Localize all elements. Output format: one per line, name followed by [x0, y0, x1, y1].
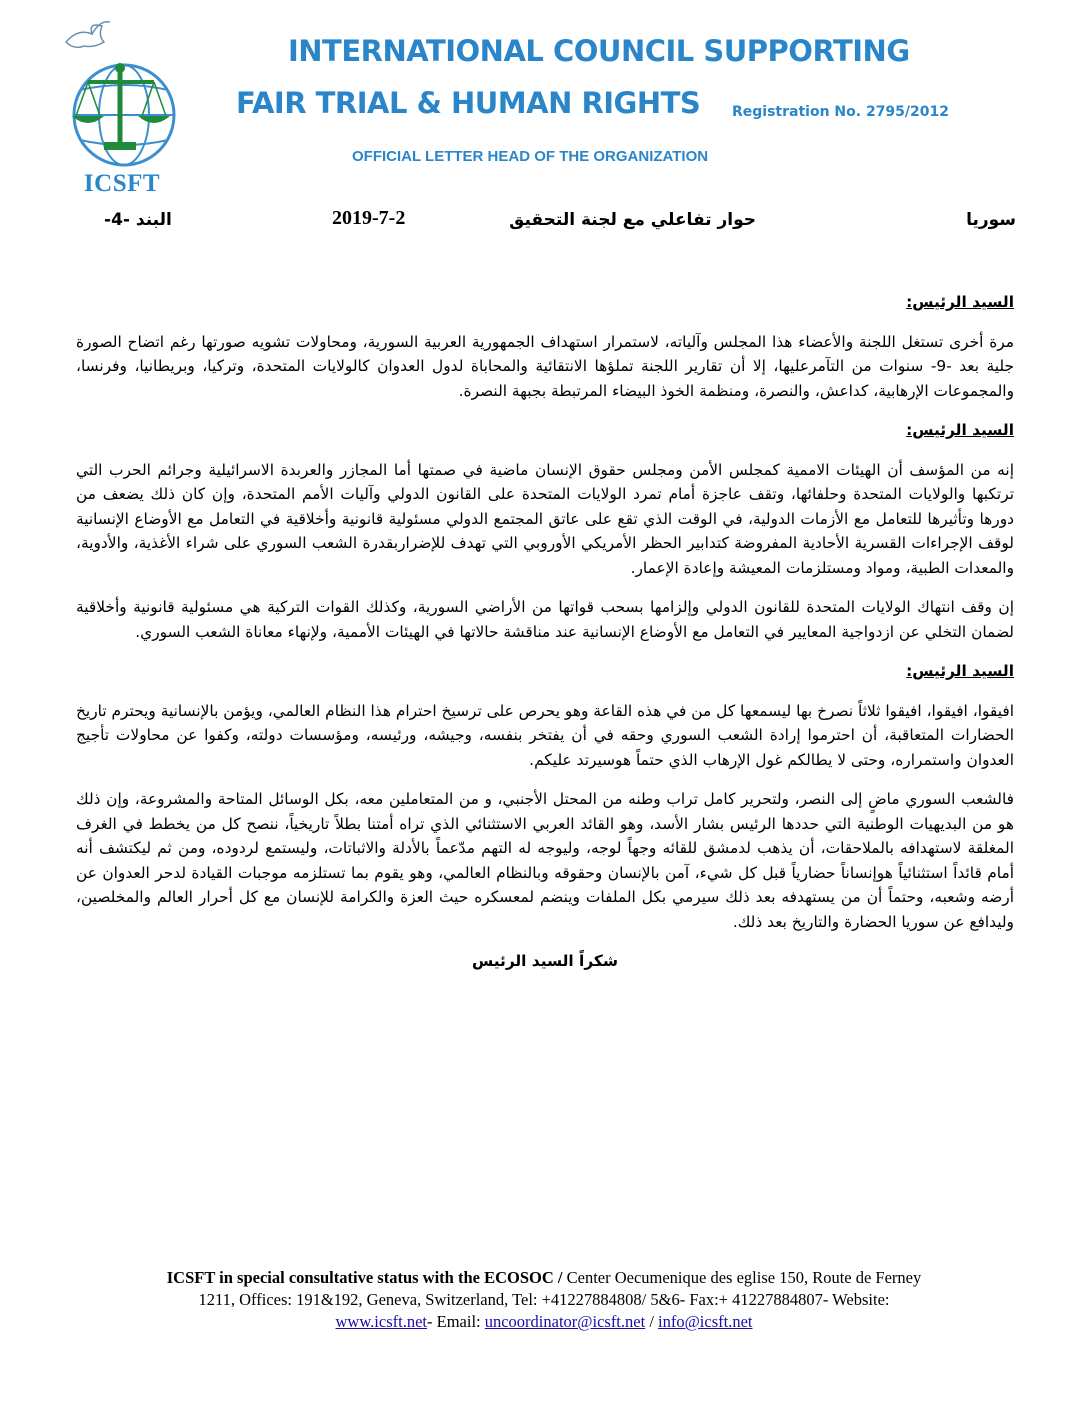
paragraph: مرة أخرى تستغل اللجنة والأعضاء هذا المجلس وآلياته، لاستمرار استهداف الجمهورية العربية السورية، ومحاولات تشويه صورتها رغم اتضاح الصورة جلية بعد -9- سنوات من التآمرعليها، إلا أن تقارير اللجنة تملؤها الانتقائية والمحاباة لدول العدوان كالولايات المتحدة، وتركيا، وبريطانيا، وفرنسا، والمجموعات الإرهابية، كداعش، والنصرة، ومنظمة الخوذ البيضاء المرتبطة بجبهة النصرة. — [76, 332, 1014, 400]
salutation-heading: السيد الرئيس: — [906, 293, 1014, 311]
dove-scales-globe-icon — [58, 20, 186, 170]
org-title-line1: INTERNATIONAL COUNCIL SUPPORTING — [288, 34, 910, 68]
paragraph: فالشعب السوري ماضٍ إلى النصر، ولتحرير كامل تراب وطنه من المحتل الأجنبي، و من المتعاملين معه، بكل الوسائل المتاحة والمشروعة، وإن ذلك هو من البديهيات الوطنية التي حددها الرئيس بشار الأسد، وهو القائد العربي الاستثنائي الذي تراه أمتنا بطلاً تاريخياً، ننصح كل من يخطط في الغرف المغلقة لاستهدافه بالملاحقات، أن يذهب لدمشق للقائه وجهاً لوجه، وليوجه له التهم مدّعماً بالأدلة والاثباتات، وليستمع لردوده، ومن ثم ليكتشف أنه أمام قائداً استثنائياً هوإنساناً حضارياً قبل كل شيء، آمن بالإنسان وحقوقه وبالنظام العالمي، وهو يقوم بما تستلزمه موجبات القيادة لدحر العدوان عن أرضه وشعبه، وحتماً أن من يستهدفه بعد ذلك سيرمي بكل الملفات وينضم لمعسكره حيث العزة والكرامة للإنسان مع كل أحرار العالم والمخلصين، وليدافع عن سوريا الحضارة والتاريخ بعد ذلك. — [76, 790, 1014, 931]
letter-body — [76, 290, 1014, 974]
footer-line-2: 1211, Offices: 191&192, Geneva, Switzerland, Tel: +41227884808/ 5&6- Fax:+ 41227884807- Website: — [198, 1290, 890, 1309]
salutation-heading: السيد الرئيس: — [906, 421, 1014, 439]
topic-label: حوار تفاعلي مع لجنة التحقيق — [509, 210, 756, 230]
letterhead-subtitle: OFFICIAL LETTER HEAD OF THE ORGANIZATION — [352, 148, 709, 165]
address-part-1: Center Oecumenique des eglise 150, Route de Ferney — [562, 1268, 922, 1287]
agenda-item-label: البند -4- — [104, 210, 172, 230]
consultative-status: ICSFT in special consultative status with the ECOSOC / — [166, 1268, 563, 1287]
paragraph: إن وقف انتهاك الولايات المتحدة للقانون الدولي وإلزامها بسحب قواتها من الأراضي السورية، وكذلك القوات التركية هي مسئولية قانونية وأخلاقية لضمان التخلي عن ازدواجية المعايير في التعامل مع الأوضاع الإنسانية عند مناقشة حالاتها في الهيئات الأممية، ولإنهاء معاناة الشعب السوري. — [76, 598, 1014, 641]
org-title-line2: FAIR TRIAL & HUMAN RIGHTS — [236, 86, 701, 120]
closing-line: شكراً السيد الرئيس — [472, 952, 618, 970]
email-label: - Email: — [427, 1312, 485, 1331]
email-link-info[interactable]: info@icsft.net — [658, 1312, 753, 1331]
footer-line-3 — [60, 1311, 1028, 1333]
website-link[interactable]: www.icsft.net — [335, 1312, 427, 1331]
footer-line-1 — [60, 1267, 1028, 1289]
date-label: 2019-7-2 — [332, 207, 406, 229]
salutation-heading: السيد الرئيس: — [906, 662, 1014, 680]
logo-text: ICSFT — [83, 170, 161, 197]
email-link-coordinator[interactable]: uncoordinator@icsft.net — [484, 1312, 646, 1331]
country-label: سوريا — [966, 210, 1016, 230]
email-separator: / — [645, 1312, 659, 1331]
registration-number: Registration No. 2795/2012 — [732, 104, 949, 120]
paragraph: افيقوا، افيقوا، افيقوا ثلاثاً نصرخ بها ليسمعها كل من في هذه القاعة وهو يحرص على ترسيخ احترام هذا النظام العالمي، ويؤمن بالإنسانية ويحترم تاريخ الحضارات المتعاقبة، أن احترموا إرادة الشعب السوري وحقه في أن يفتخر بنفسه، وجيشه، ورئيسه، ومؤسسات دولته، وكفوا عن محاولات تأجيج العدوان واستمراره، وحتى لا يطالكم غول الإرهاب الذي حتماً هوسيرتد عليكم. — [76, 701, 1014, 769]
footer — [60, 1267, 1028, 1333]
logo — [58, 20, 186, 196]
paragraph: إنه من المؤسف أن الهيئات الاممية كمجلس الأمن ومجلس حقوق الإنسان ماضية في صمتها أما المجازر والعربدة الاسرائيلية وجرائم الحرب التي ترتكبها والولايات المتحدة وحلفائها، وتقف عاجزة أمام تمرد الولايات المتحدة على القانون الدولي وآليات الأمم المتحدة، وإن كان ذلك يضعف من دورها وتأثيرها للتعامل مع الأزمات الدولية، في الوقت الذي تقع على عاتق المجتمع الدولي مسئولية قانونية وأخلاقية في التعامل مع الأوضاع الإنسانية لوقف الإجراءات القسرية الأحادية المفروضة كتدابير الحظر الأمريكي الأوروبي التي تهدف للإضراربقدرة الشعب السوري على شراء الأغذية، والأدوية، والمعدات الطبية، ومواد ومستلزمات المعيشة وإعادة الإعمار. — [76, 460, 1014, 577]
